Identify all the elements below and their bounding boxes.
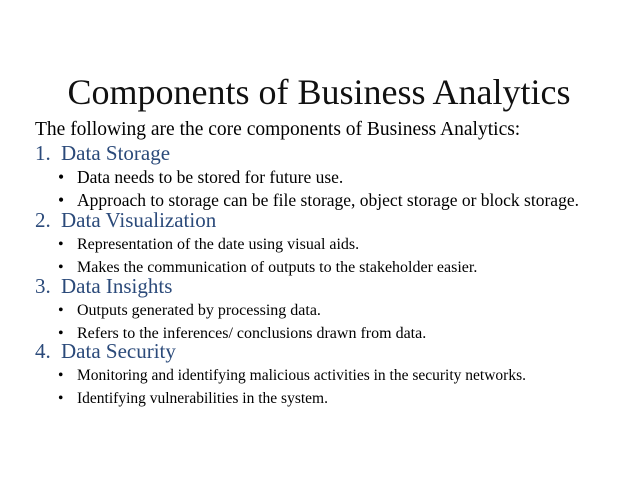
bullet-icon: • [58, 190, 65, 210]
list-item [55, 387, 526, 410]
list-item-text: Refers to the inferences/ conclusions drawn from data. [77, 325, 427, 342]
list-item-text: Identifying vulnerabilities in the system. [77, 390, 328, 407]
bullet-icon: • [58, 236, 64, 253]
list-item [55, 233, 477, 256]
list-item [55, 166, 579, 189]
slide-title: Components of Business Analytics [67, 72, 571, 112]
list-item-text: Data needs to be stored for future use. [77, 167, 344, 187]
section-title: Data Visualization [61, 208, 217, 232]
bullet-icon: • [58, 302, 64, 319]
section-data-visualization [35, 208, 477, 279]
bullet-icon: • [58, 259, 64, 276]
section-heading [35, 339, 526, 364]
section-title: Data Insights [61, 274, 173, 298]
section-heading [35, 141, 579, 166]
section-number: 2. [35, 208, 51, 232]
bullet-icon: • [58, 390, 64, 407]
section-heading [35, 208, 477, 233]
list-item-text: Approach to storage can be file storage, object storage or block storage. [77, 190, 579, 210]
section-number: 3. [35, 274, 51, 298]
section-number: 4. [35, 339, 51, 363]
section-title: Data Storage [61, 141, 171, 165]
list-item-text: Outputs generated by processing data. [77, 302, 321, 319]
section-data-storage [35, 141, 579, 212]
section-data-insights [35, 274, 426, 345]
list-item-text: Representation of the date using visual aids. [77, 236, 360, 253]
bullet-icon: • [58, 325, 64, 342]
list-item-text: Makes the communication of outputs to the stakeholder easier. [77, 259, 478, 276]
list-item [55, 299, 426, 322]
list-item [55, 364, 526, 387]
section-title: Data Security [61, 339, 176, 363]
bullet-icon: • [58, 167, 65, 187]
section-number: 1. [35, 141, 51, 165]
intro-text: The following are the core components of Business Analytics: [35, 119, 521, 140]
bullet-icon: • [58, 367, 64, 384]
list-item-text: Monitoring and identifying malicious activities in the security networks. [77, 367, 526, 384]
section-data-security [35, 339, 526, 410]
section-heading [35, 274, 426, 299]
